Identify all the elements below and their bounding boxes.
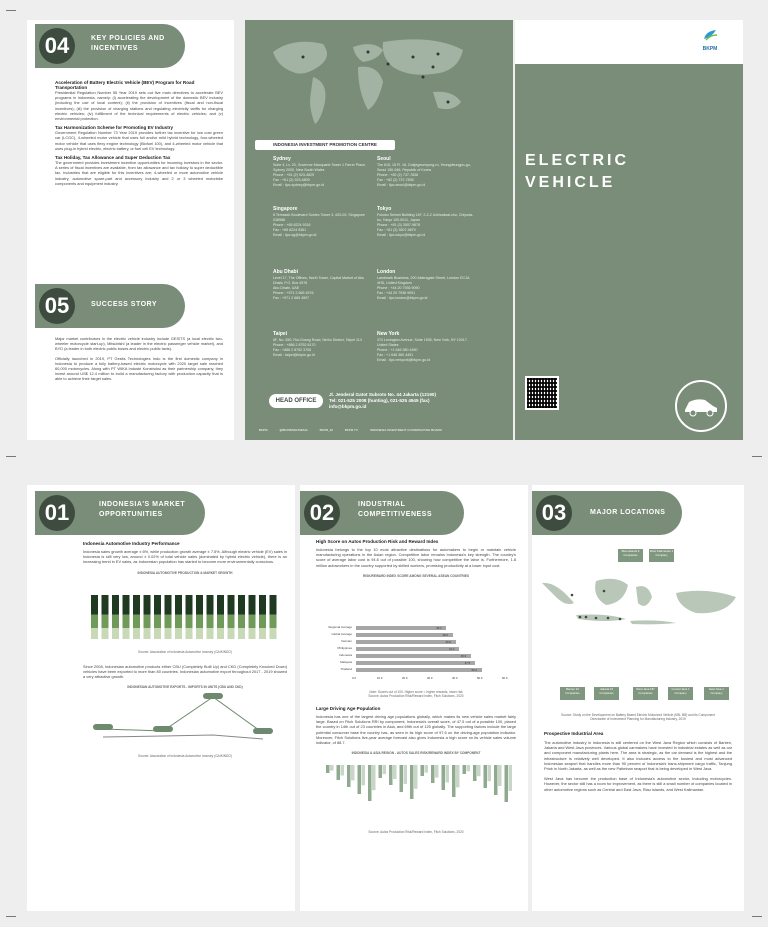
bar-label: Thailand [340, 667, 352, 671]
logo-text: BKPM [702, 46, 718, 52]
section-number: 01 [39, 495, 75, 531]
section-header [300, 491, 464, 535]
stack-segment [154, 628, 161, 639]
head-office-email: info@bkpm.go.id [329, 404, 367, 410]
stack-segment [165, 628, 172, 639]
location-west-kalimantan: West Kalimantan 1 Company [649, 549, 674, 562]
chart-source: Source: Association of Indonesia Automotive Industry (GAIKINDO) [138, 649, 232, 654]
component-bar [351, 765, 355, 780]
stack-segment [228, 595, 235, 615]
crop-mark [6, 456, 16, 467]
stack-segment [91, 595, 98, 615]
section-number: 04 [39, 28, 75, 64]
stack-segment [270, 628, 277, 639]
location-banten: Banten 24 Companies [560, 687, 585, 700]
section-header [532, 491, 682, 535]
bar [356, 633, 453, 637]
component-bar [410, 765, 414, 799]
bar [356, 647, 459, 651]
stack-segment [186, 628, 193, 639]
stack-segment [238, 614, 245, 627]
component-bar [368, 765, 372, 801]
stack-segment [102, 614, 109, 627]
head-office-phone: Tel: 021-525 2008 (hunting), 021-525 4945 (fax) [329, 398, 430, 404]
bar-value: 38.6 [442, 632, 448, 637]
bar-value: 45.9 [460, 653, 467, 658]
bar-value: 36.1 [436, 625, 442, 630]
component-bar [431, 765, 435, 783]
chart-title: INDONESIAN AUTOMOTIVE EXPORTS - IMPORTS IN UNITS (CBU AND CKD) [127, 685, 243, 690]
stack-segment [196, 595, 203, 615]
stack-segment [259, 628, 266, 639]
panel-contacts [245, 20, 513, 440]
bar-value: 47.5 [464, 660, 471, 665]
location-jakarta: Jakarta 19 Companies [594, 687, 619, 700]
component-bar [467, 765, 471, 771]
location-riau-islands: Riau Islands 9 Companies [618, 549, 643, 562]
office-tokyo: Tokyo Fukoku Seimei Building 14F, 2-2-2 Uchisaiwai-cho, Chiyoda-ku, Tokyo 100-0011, Japan Phone : +81 (3) 3507-9878 Fax : +81 (3) 3507-9879 Email : iipc.tokyo@bkpm.go.id [377, 206, 474, 237]
component-bar [425, 765, 429, 773]
component-bar [484, 765, 488, 788]
stack-segment [217, 595, 224, 615]
competitiveness-text: Indonesia has one of the largest driving age populations globally, which makes its new vehicle sales market fairly large. Based on Fitch Solutions RRI by component, Indonesia's overall score, of 47.5 out of a possible 100, placed the country in 14th out of 23 countries in Asia, and 69th out of 125 globally. The supporting factors include the large potential consumer base the country has, as seen in its high score of 97.6 on the driving-age population indicator. Moreover, Fitch Solutions five-year average forecast also gives Indonesia a high score on its vehicle sales volume indicator, of 88.7. [316, 714, 516, 746]
stack-segment [154, 614, 161, 627]
office-banner: INDONESIA INVESTMENT PROMOTION CENTRE [255, 140, 395, 150]
component-bar [389, 765, 393, 785]
component-bar [341, 765, 345, 776]
market-text: Indonesia sales growth average ± 6%, while production growth average ± 7.5%. Although electric vehicle (EV) sales in Indonesia is still very low, around ± 0.02% of total vehicle sales (dominated by hybrid electric vehicle), there is an increasing trend in EV sales, as Indonesian population has started to become more environmentally conscious. [83, 549, 287, 565]
chart-source: Source: Association of Indonesia Automotive Industry (GAIKINDO) [138, 754, 232, 759]
chart-source: Source: Autos Production Risk/Reward Index, Fitch Solutions, 2020 [368, 694, 464, 698]
component-bar [421, 765, 425, 776]
component-bar [494, 765, 498, 795]
component-bar [456, 765, 460, 787]
component-bar [452, 765, 456, 797]
stack-segment [249, 614, 256, 627]
axis-tick: 30.0 [427, 676, 433, 680]
crop-mark [6, 10, 16, 21]
policy-text: The government provides investment incentive opportunities for incoming investors in the sector. A series of fiscal incentives are available, from tax allowance and tax holiday to super deductible tax. Industries that are eligible for this incentives are; 4-wheeled or more automotive vehicle industry, automotive spare-part and accessory industry and 2 or 3 wheeled motorbike components and equipment industry. [55, 160, 223, 186]
head-office-address: Jl. Jenderal Gatot Subroto No. 44 Jakarta (12190) [329, 392, 436, 397]
component-bar [383, 765, 387, 774]
office-new-york: New York 370 Lexington Avenue, Suite 1505, New York, NY 10017, United States Phone : +1 646 380 4450 Fax : +1 646 380 4451 Email : iipc.newyork@bkpm.go.id [377, 331, 468, 362]
stack-segment [123, 628, 130, 639]
stack-segment [228, 628, 235, 639]
bar-label: Philippines [337, 646, 352, 650]
stack-segment [207, 628, 214, 639]
panel-market [27, 485, 295, 911]
bkpm-logo [695, 28, 725, 52]
component-bar [509, 765, 513, 791]
component-bar [505, 765, 509, 802]
section-number: 02 [304, 495, 340, 531]
stack-segment [144, 595, 151, 615]
panel-cover [515, 20, 743, 440]
chart-title: INDONESIA AUTOMOTIVE PRODUCTION & MARKET GROWTH [137, 570, 233, 575]
component-bar [347, 765, 351, 787]
stack-segment [123, 595, 130, 615]
chart-title: INDONESIA & ASIA REGION - AUTOS SALES RISK/REWARD INDEX BY COMPONENT [351, 751, 481, 756]
section-number: 05 [39, 288, 75, 324]
bar-label: Malaysia [340, 660, 352, 664]
component-bar [473, 765, 477, 781]
stack-segment [238, 595, 245, 615]
market-text: Since 2008, Indonesian automotive products either CBU (Completely Built Up) and CKD (Completely Knocked Down) vehicles have been exported to more than 80 countries. Indonesian automotive export throughout 2017 - 2019 showed a very attractive growth. [83, 663, 287, 680]
stack-segment [102, 628, 109, 639]
policy-title: Tax Harmonization Scheme for Promoting EV Industry [55, 125, 174, 131]
stack-segment [259, 614, 266, 627]
component-bar [372, 765, 376, 790]
component-bar [446, 765, 450, 783]
social-link[interactable]: BKPM_ID [319, 428, 333, 432]
office-singapore: Singapore 8 Temasek Boulevard Suntec Tower 3, #20-03, Singapore 038988 Phone : +65 6224 9316 Fax : +65 6224 9361 Email : iipc.sg@bkpm.go.id [273, 206, 365, 237]
stack-segment [270, 614, 277, 627]
bar [356, 661, 475, 665]
chart-note: Note: Scores out of 100. Higher score = higher rewards, lower risk [369, 690, 463, 694]
bar [356, 626, 446, 630]
bar-label: Vietnam [341, 639, 352, 643]
stack-segment [154, 595, 161, 615]
stack-segment [175, 628, 182, 639]
component-bar [435, 765, 439, 778]
market-title: Indonesia Automotive Industry Performance [83, 541, 180, 546]
policy-title: Acceleration of Battery Electric Vehicle (BEV) Program for Road Transportation [55, 80, 195, 90]
location-text: The automotive industry in Indonesia is still centered on the West Java Region which consists of Banten, Jakarta and West Java provinces. Various global carmakers have invested in industrial estates as well as car and component manufacturing plants here. The area is strategic, as the car demand is the highest and the infrastructure is relatively well developed. It also includes access to the busiest and most advanced Indonesian seaport that handles more than 90 percent of Indonesia's trans-shipment cargo traffic, Tanjung Priok in North Jakarta, as well as the new Patimban seaport that is being developed in West Java. [544, 740, 732, 772]
social-link[interactable]: INDONESIA INVESTMENT COORDINATING BOARD [369, 428, 442, 432]
section-header [35, 24, 185, 68]
stack-segment [186, 614, 193, 627]
crop-mark [752, 456, 762, 467]
bar-value: 41.2 [449, 646, 455, 651]
crop-mark [752, 916, 762, 927]
indonesia-map [536, 573, 740, 643]
axis-tick: 0.0 [352, 676, 356, 680]
social-link[interactable]: BKPM TV [344, 428, 358, 432]
stack-segment [217, 628, 224, 639]
crop-mark [6, 916, 16, 927]
stack-segment [165, 595, 172, 615]
stack-segment [133, 628, 140, 639]
cover-title-line: ELECTRIC [525, 152, 629, 169]
stack-segment [175, 614, 182, 627]
stack-segment [91, 614, 98, 627]
stack-segment [228, 614, 235, 627]
policy-title: Tax Holiday, Tax Allowance and Super Deduction Tax [55, 155, 171, 161]
cover-title [525, 150, 629, 194]
rri-bar-chart [316, 625, 516, 687]
axis-tick: 50.0 [477, 676, 483, 680]
social-link[interactable]: @BKPMINDONESIA [279, 428, 308, 432]
map-source: Directorate of Investment Planning for Manufacturing Industry, 2019 [590, 717, 686, 721]
location-west-java: West Java 187 Companies [633, 687, 658, 700]
stack-segment [196, 628, 203, 639]
competitiveness-text: Indonesia belongs to the top 10 most attractive destinations for automakers to begin or maintain vehicle manufacturing operations in the Asian region. Competitive labor remains Indonesia's key strength. The country's score of average labor cost is 94.6 out of possible 100, showing how competitive the labor is. Furthermore, 1.8 million autoworkers in the country supported by skilled workers, promising productivity at a lower input cost. [316, 547, 516, 568]
bar-value: 50.2 [471, 667, 477, 672]
stack-segment [270, 595, 277, 615]
social-bar [259, 428, 509, 432]
leaf-icon [702, 29, 718, 41]
component-bar [488, 765, 492, 781]
component-bar [404, 765, 408, 784]
stack-segment [91, 628, 98, 639]
axis-tick: 20.0 [402, 676, 408, 680]
stack-segment [217, 614, 224, 627]
stack-segment [249, 595, 256, 615]
axis-tick: 40.0 [452, 676, 458, 680]
component-bar [477, 765, 481, 776]
success-text: Officially launched in 2019, PT Gesits Technologies Indo is the first domestic company in Indonesia to produce a fully battery-based electric motorcycle with 2020 target sale reached 60,000 motorcycles. Along with PT WIKA Industri Konstruksi as their partnership company, they invest around US$ 12.4 million to build a manufacturing factory with production capacity that is able to achieve their target sales. [55, 355, 223, 382]
head-office-badge: HEAD OFFICE [269, 394, 323, 408]
stack-segment [133, 595, 140, 615]
stack-segment [165, 614, 172, 627]
stack-segment [133, 614, 140, 627]
location-title: Prospective Industrial Area [544, 731, 604, 736]
component-bar [358, 765, 362, 794]
chart-title: RISK/REWARD INDEX SCORE AMONG SEVERAL ASEAN COUNTRIES [363, 573, 469, 578]
location-text: West Java has become the production base of Indonesia's automotive sector, including motorcycles. However, the sector still has a room for improvement, as there is still a small number of companies located in other automotive regions such as Central and East Java, Riau Islands, and West Kalimantan. [544, 776, 732, 792]
section-title: INDUSTRIAL COMPETITIVENESS [358, 501, 433, 518]
section-title: SUCCESS STORY [91, 301, 158, 308]
competitiveness-title: High Score on Autos Production Risk and Reward Index [316, 539, 439, 544]
social-link[interactable]: BKPM [259, 428, 268, 432]
success-text: Major market contributors in the electric vehicle industry include GESITS (a local electric two-wheeler motorcycle start-up), Mitsubishi (a leader in the electric passenger vehicle market), and BYD (a leader in both electric public buses and electric public taxis). [55, 336, 223, 352]
policy-text: Government Regulation Number 73 Year 2019 provides further tax incentive for low cost green car (LCGC), 4-wheeled motor vehicle that uses full and/or mild hybrid technology, four-wheeled motor vehicle that uses flexy engine technology (Biofuel 100), and 4-wheeled motor vehicle that uses plug-in hybrid electric, electric battery, or fuel cell EV technology. [55, 130, 223, 151]
office-sydney: Sydney Suite 4, Lv. 20, Governor Macquarie Tower 1 Farrer Place, Sydney 2000, New South Wales Phone : +61 (2) 923-4829 Fax : +61 (2) 923-4809 Email : iipc.sydney@bkpm.go.id [273, 156, 366, 187]
qr-code [525, 376, 559, 410]
bar-label: Global Average [331, 632, 352, 636]
stack-segment [112, 595, 119, 615]
axis-tick: 10.0 [377, 676, 383, 680]
bar [356, 640, 456, 644]
stack-segment [123, 614, 130, 627]
stack-segment [102, 595, 109, 615]
office-taipei: Taipei 6F, No. 550, Rui-Guang Road, Neihu District, Taipei 114 Phone : +886 2 8752 6170 Fax : +886 2 8752 3706 Email : taipei@bkpm.go.id [273, 331, 362, 357]
stack-segment [238, 628, 245, 639]
section-title: KEY POLICIES AND INCENTIVES [91, 35, 165, 52]
component-bar [498, 765, 502, 786]
office-london: London Landmark Business, 200 Aldersgate Street, London EC1A 4HD, United Kingdom Phone : +44 20 7936 9090 Fax : +44 20 7936 9091 Email : iipc.london@bkpm.go.id [377, 269, 470, 300]
bar [356, 654, 471, 658]
stack-segment [196, 614, 203, 627]
component-bar [362, 765, 366, 785]
component-bar [326, 765, 330, 773]
stack-segment [112, 628, 119, 639]
bar [356, 668, 482, 672]
stack-segment [144, 614, 151, 627]
production-chart [83, 575, 287, 645]
cover-title-line: VEHICLE [525, 174, 616, 191]
component-bar [330, 765, 334, 771]
component-bar [442, 765, 446, 790]
bar-value: 39.8 [445, 639, 451, 644]
section-number: 03 [536, 495, 572, 531]
panel-competitiveness [300, 485, 528, 911]
panel-locations [532, 485, 744, 911]
bar-label: Regional Average [328, 625, 352, 629]
component-bar [379, 765, 383, 778]
car-icon [675, 380, 727, 432]
stack-segment [259, 595, 266, 615]
chart-source: Source: Autos Production Risk/Reward Index, Fitch Solutions, 2020 [368, 830, 464, 835]
office-abu-dhabi: Abu Dhabi Level 17, The Offices, North Tower, Capital Market of Abu Dhabi, P.O. Box 4976 Abu Dhabi, UAE Phone : +971 2 665 4576 Fax : +971 2 665 4597 [273, 269, 365, 300]
section-header [35, 284, 185, 328]
export-chart [83, 689, 287, 749]
section-header [35, 491, 205, 535]
panel-key-policies [27, 20, 234, 440]
section-title: MAJOR LOCATIONS [590, 509, 666, 516]
location-central-java: Central Java 1 Company [668, 687, 693, 700]
section-title: INDONESIA'S MARKET OPPORTUNITIES [99, 501, 186, 518]
map-source: Source: Study on the Development on Battery Based Electric Motorized Vehicle (KBL BB) and its Component [561, 713, 715, 717]
component-bar [337, 765, 341, 780]
axis-tick: 60.0 [502, 676, 508, 680]
stack-segment [175, 595, 182, 615]
location-east-java: East Java 1 Company [704, 687, 729, 700]
stack-segment [207, 614, 214, 627]
policy-text: Presidential Regulation Number 55 Year 2019 sets out five main directives to accelerate BEV programs in Indonesia, namely: (i) accelerating the development of the domestic BEV industry (including the use of local content); (ii) the provision of incentives (fiscal and non-fiscal incentives); (iii) the provision of charging stations and regulating electricity tariffs for charging electric vehicles; (iv) fulfillment of the technical requirements of electric vehicles; and (v) environmental protection. [55, 90, 223, 122]
stack-segment [186, 595, 193, 615]
world-map [263, 32, 483, 132]
stack-segment [144, 628, 151, 639]
component-bar [400, 765, 404, 792]
competitiveness-title: Large Driving Age Population [316, 706, 381, 711]
office-seoul: Seoul Tlm 615, 15 Fl. 16, Gukjegeumyung-ro, Yeongdeungpo-gu, Seoul 150-946, Republic of Korea Phone : +82 (2) 737-7838 Fax : +82 (2) 737-7836 Email : iipc.seoul@bkpm.go.id [377, 156, 471, 187]
stack-segment [112, 614, 119, 627]
stack-segment [249, 628, 256, 639]
stack-segment [207, 595, 214, 615]
component-bar [463, 765, 467, 774]
bar-label: Indonesia [338, 653, 352, 657]
component-chart [316, 755, 516, 825]
component-bar [393, 765, 397, 779]
component-bar [414, 765, 418, 789]
